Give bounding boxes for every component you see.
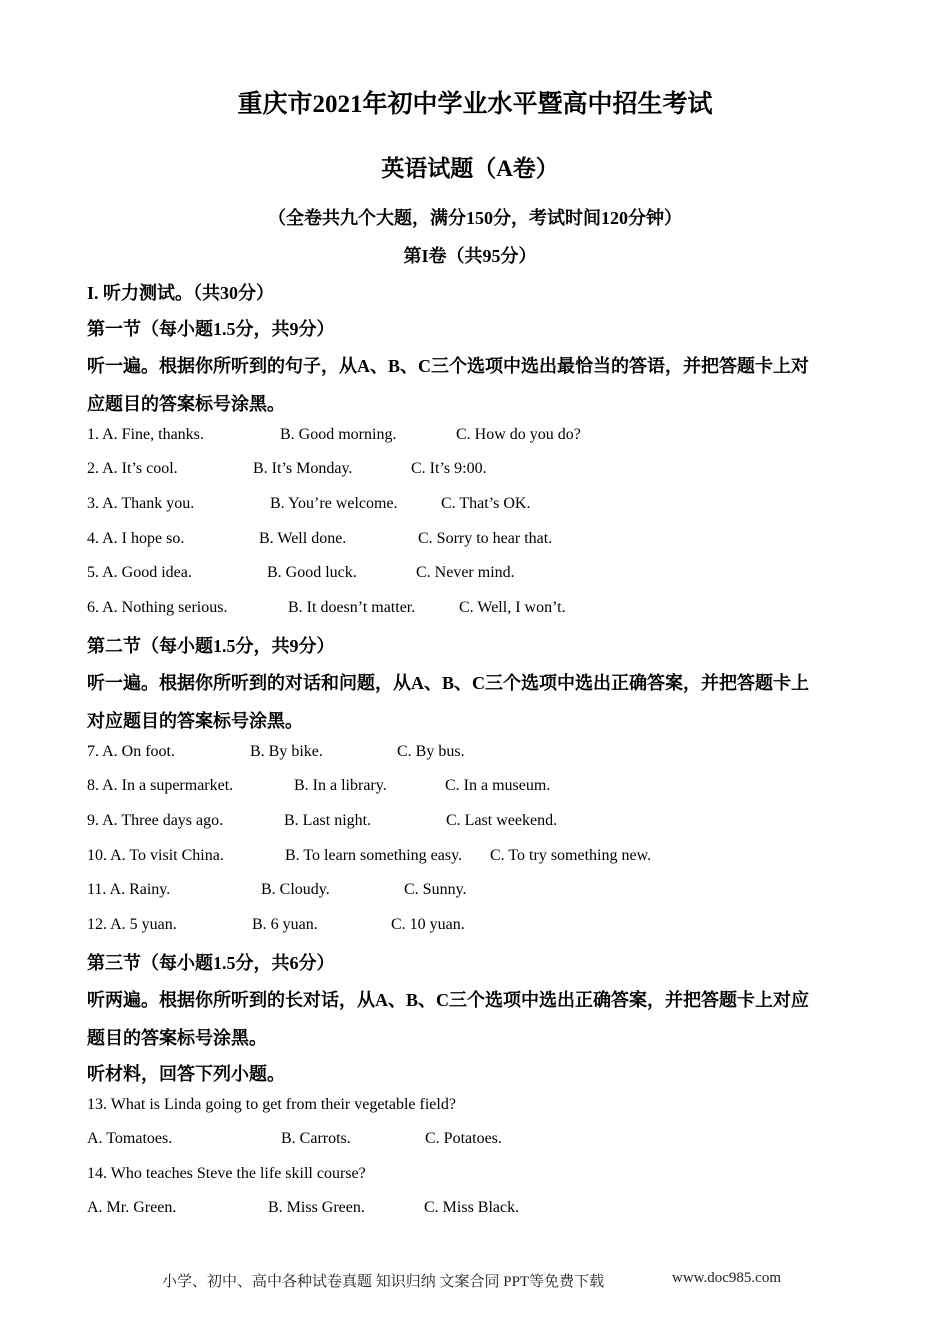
q1-option-b: B. Good morning. bbox=[280, 426, 397, 443]
q11-option-a: 11. A. Rainy. bbox=[87, 881, 171, 898]
q14-option-a: A. Mr. Green. bbox=[87, 1199, 177, 1216]
q12-option-a: 12. A. 5 yuan. bbox=[87, 916, 177, 933]
q9-option-a: 9. A. Three days ago. bbox=[87, 812, 224, 829]
section2-heading: 第二节（每小题1.5分，共9分） bbox=[87, 636, 335, 656]
q10-option-c: C. To try something new. bbox=[490, 847, 652, 864]
q6-option-a: 6. A. Nothing serious. bbox=[87, 599, 228, 616]
q5-option-a: 5. A. Good idea. bbox=[87, 564, 192, 581]
q1-option-a: 1. A. Fine, thanks. bbox=[87, 426, 204, 443]
section1-heading: 第一节（每小题1.5分，共9分） bbox=[87, 319, 335, 339]
section3-instruction-line1: 听两遍。根据你所听到的长对话，从A、B、C三个选项中选出正确答案，并把答题卡上对应 bbox=[87, 990, 809, 1010]
q12-option-b: B. 6 yuan. bbox=[252, 916, 318, 933]
q8-option-a: 8. A. In a supermarket. bbox=[87, 777, 234, 794]
q4-option-a: 4. A. I hope so. bbox=[87, 530, 185, 547]
volume-heading: 第I卷（共95分） bbox=[403, 246, 537, 266]
section3-heading: 第三节（每小题1.5分，共6分） bbox=[87, 953, 335, 973]
q1-option-c: C. How do you do? bbox=[456, 426, 581, 443]
section1-instruction-line1: 听一遍。根据你所听到的句子，从A、B、C三个选项中选出最恰当的答语，并把答题卡上对 bbox=[87, 356, 809, 376]
q8-option-c: C. In a museum. bbox=[445, 777, 551, 794]
section1-instruction-line2: 应题目的答案标号涂黑。 bbox=[87, 394, 285, 414]
q5-option-c: C. Never mind. bbox=[416, 564, 515, 581]
q3-option-b: B. You’re welcome. bbox=[270, 495, 398, 512]
q8-option-b: B. In a library. bbox=[294, 777, 387, 794]
q9-option-c: C. Last weekend. bbox=[446, 812, 558, 829]
q3-option-c: C. That’s OK. bbox=[441, 495, 531, 512]
q2-option-c: C. It’s 9:00. bbox=[411, 460, 487, 477]
q7-option-b: B. By bike. bbox=[250, 743, 323, 760]
section3-instruction-line2: 题目的答案标号涂黑。 bbox=[87, 1028, 267, 1048]
q13-option-b: B. Carrots. bbox=[281, 1130, 351, 1147]
q4-option-c: C. Sorry to hear that. bbox=[418, 530, 553, 547]
q9-option-b: B. Last night. bbox=[284, 812, 372, 829]
q4-option-b: B. Well done. bbox=[259, 530, 347, 547]
q12-option-c: C. 10 yuan. bbox=[391, 916, 465, 933]
q6-option-c: C. Well, I won’t. bbox=[459, 599, 566, 616]
section2-instruction-line1: 听一遍。根据你所听到的对话和问题，从A、B、C三个选项中选出正确答案，并把答题卡上 bbox=[87, 673, 809, 693]
q5-option-b: B. Good luck. bbox=[267, 564, 357, 581]
q11-option-b: B. Cloudy. bbox=[261, 881, 330, 898]
section2-instruction-line2: 对应题目的答案标号涂黑。 bbox=[87, 711, 303, 731]
q13-option-c: C. Potatoes. bbox=[425, 1130, 502, 1147]
q13-question: 13. What is Linda going to get from their vegetable field? bbox=[87, 1096, 456, 1113]
q14-option-c: C. Miss Black. bbox=[424, 1199, 520, 1216]
material-prompt: 听材料，回答下列小题。 bbox=[87, 1064, 285, 1084]
q14-option-b: B. Miss Green. bbox=[268, 1199, 365, 1216]
q2-option-b: B. It’s Monday. bbox=[253, 460, 353, 477]
q3-option-a: 3. A. Thank you. bbox=[87, 495, 195, 512]
q6-option-b: B. It doesn’t matter. bbox=[288, 599, 416, 616]
q14-question: 14. Who teaches Steve the life skill course? bbox=[87, 1165, 366, 1182]
exam-subtitle: 英语试题（A卷） bbox=[381, 156, 559, 181]
q11-option-c: C. Sunny. bbox=[404, 881, 467, 898]
exam-note: （全卷共九个大题，满分150分，考试时间120分钟） bbox=[268, 208, 682, 228]
footer-url[interactable]: www.doc985.com bbox=[672, 1270, 782, 1286]
part1-heading: I. 听力测试。（共30分） bbox=[87, 283, 275, 303]
exam-title: 重庆市2021年初中学业水平暨高中招生考试 bbox=[237, 91, 713, 118]
q7-option-c: C. By bus. bbox=[397, 743, 465, 760]
q7-option-a: 7. A. On foot. bbox=[87, 743, 175, 760]
footer-text: 小学、初中、高中各种试卷真题 知识归纳 文案合同 PPT等免费下载 bbox=[162, 1274, 605, 1290]
q10-option-b: B. To learn something easy. bbox=[285, 847, 463, 864]
q2-option-a: 2. A. It’s cool. bbox=[87, 460, 178, 477]
q10-option-a: 10. A. To visit China. bbox=[87, 847, 224, 864]
q13-option-a: A. Tomatoes. bbox=[87, 1130, 173, 1147]
